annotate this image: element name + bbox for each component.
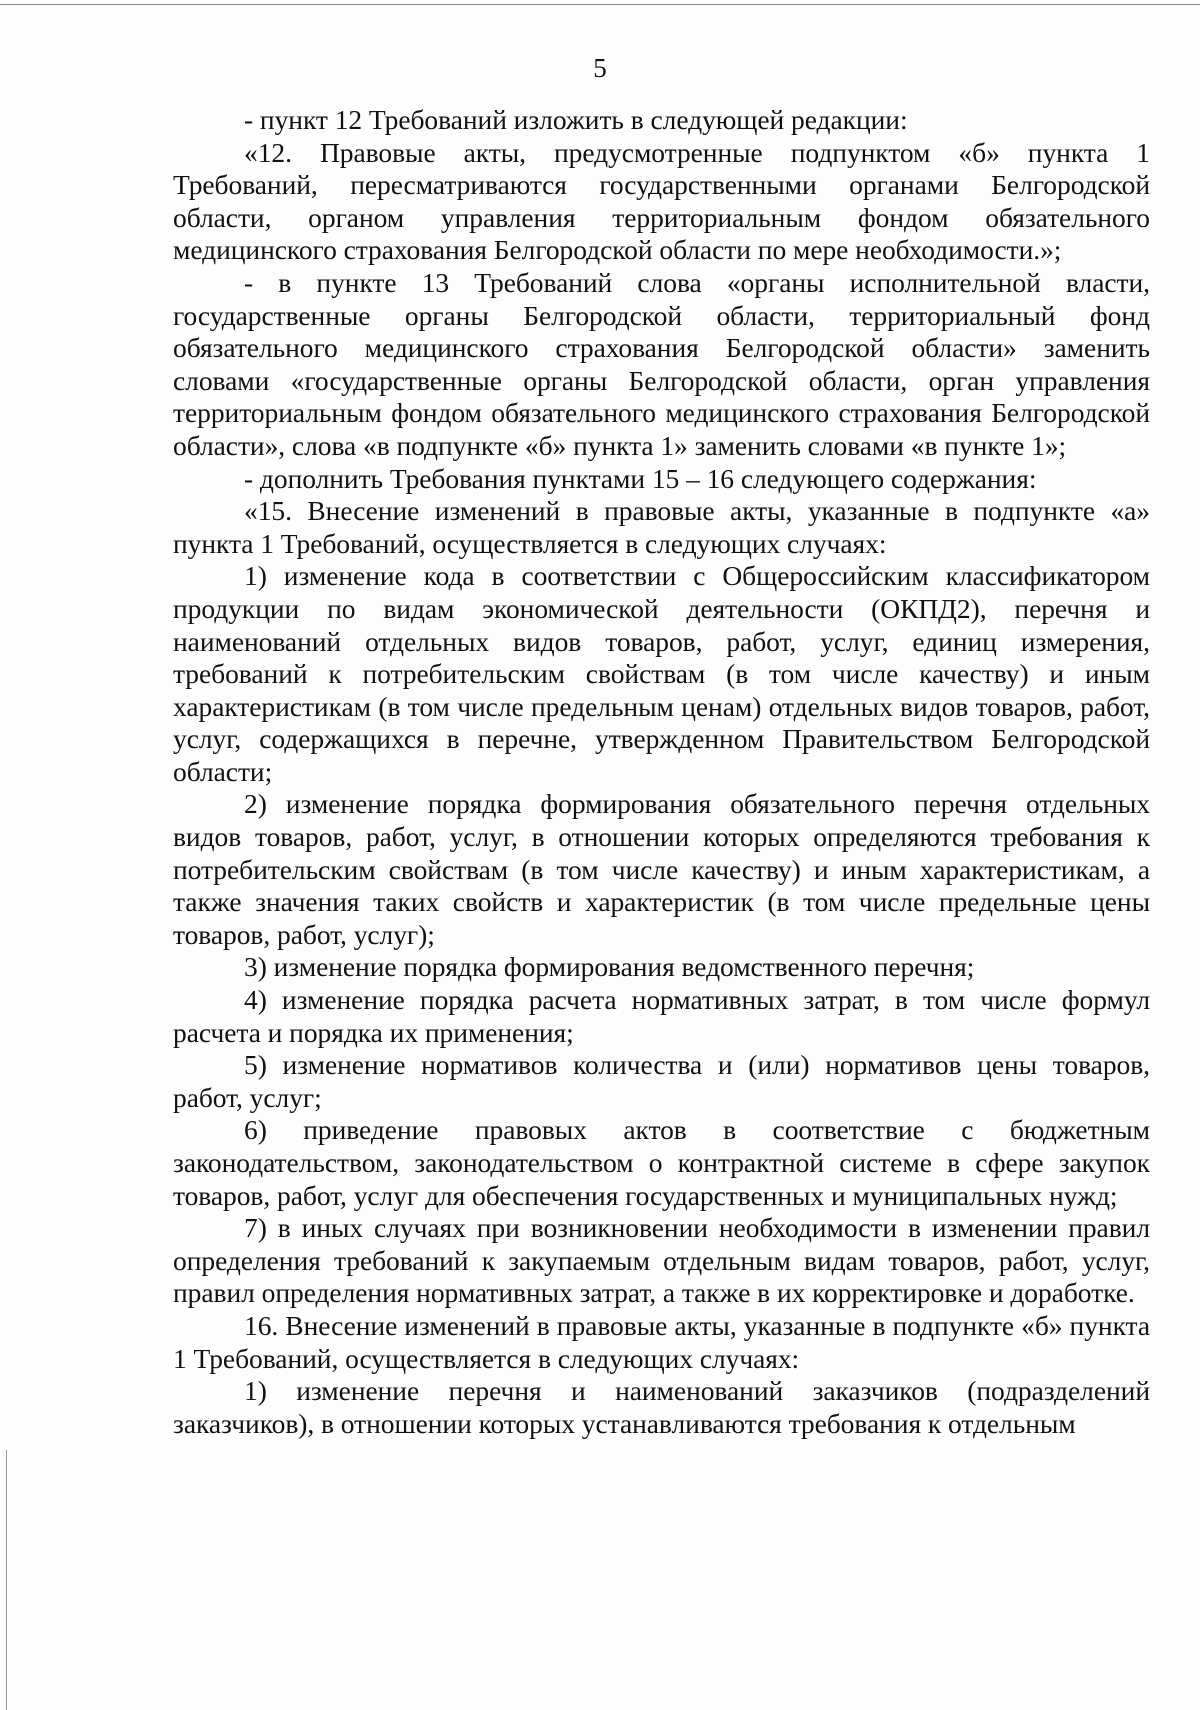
paragraph-item-15-case-4: 4) изменение порядка расчета нормативных затрат, в том числе формул расчета и порядка их применения; bbox=[173, 984, 1150, 1048]
paragraph-item-12-text: «12. Правовые акты, предусмотренные подпунктом «б» пункта 1 Требований, пересматриваются государственными органами Белгородской области, органом управления территориальным фондом обязательного медицинского страхования Белгородской области по мере необходимости.»; bbox=[173, 136, 1150, 266]
page-number: 5 bbox=[593, 53, 607, 83]
paragraph-item-15-case-6: 6) приведение правовых актов в соответствие с бюджетным законодательством, законодательством о контрактной системе в сфере закупок товаров, работ, услуг для обеспечения государственных и муниципальных нужд; bbox=[173, 1114, 1150, 1211]
document-body bbox=[173, 104, 1150, 1440]
paragraph-item-15-case-7: 7) в иных случаях при возникновении необходимости в изменении правил определения требований к закупаемым отдельным видам товаров, работ, услуг, правил определения нормативных затрат, а также в их корректировке и доработке. bbox=[173, 1212, 1150, 1309]
paragraph-item-16-case-1: 1) изменение перечня и наименований заказчиков (подразделений заказчиков), в отношении которых устанавливаются требования к отдельным bbox=[173, 1375, 1150, 1439]
paragraph-item-12-intro: - пункт 12 Требований изложить в следующей редакции: bbox=[244, 104, 908, 135]
paragraph-item-15: «15. Внесение изменений в правовые акты, указанные в подпункте «а» пункта 1 Требований, осуществляется в следующих случаях: bbox=[173, 495, 1150, 559]
scan-edge-top bbox=[0, 4, 1200, 5]
paragraph-item-15-case-1: 1) изменение кода в соответствии с Общероссийским классификатором продукции по видам экономической деятельности (ОКПД2), перечня и наименований отдельных видов товаров, работ, услуг, единиц измерения, требований к потребительским свойствам (в том числе качеству) и иным характеристикам (в том числе предельным ценам) отдельных видов товаров, работ, услуг, содержащихся в перечне, утвержденном Правительством Белгородской области; bbox=[173, 560, 1150, 787]
paragraph-item-16: 16. Внесение изменений в правовые акты, указанные в подпункте «б» пункта 1 Требований, осуществляется в следующих случаях: bbox=[173, 1309, 1150, 1374]
scan-edge-left bbox=[6, 1450, 7, 1710]
paragraph-add-items-15-16: - дополнить Требования пунктами 15 – 16 следующего содержания: bbox=[244, 462, 1037, 494]
paragraph-item-15-case-3: 3) изменение порядка формирования ведомственного перечня; bbox=[244, 951, 975, 983]
paragraph-item-13-amendment: - в пункте 13 Требований слова «органы исполнительной власти, государственные органы Белгородской области, территориальный фонд обязательного медицинского страхования Белгородской области» заменить словами «государственные органы Белгородской области, орган управления территориальным фондом обязательного медицинского страхования Белгородской области», слова «в подпункте «б» пункта 1» заменить словами «в пункте 1»; bbox=[173, 266, 1150, 461]
paragraph-item-15-case-5: 5) изменение нормативов количества и (или) нормативов цены товаров, работ, услуг; bbox=[173, 1049, 1150, 1113]
paragraph-item-15-case-2: 2) изменение порядка формирования обязательного перечня отдельных видов товаров, работ, услуг, в отношении которых определяются требования к потребительским свойствам (в том числе качеству) и иным характеристикам, а также значения таких свойств и характеристик (в том числе предельные цены товаров, работ, услуг); bbox=[173, 788, 1150, 950]
